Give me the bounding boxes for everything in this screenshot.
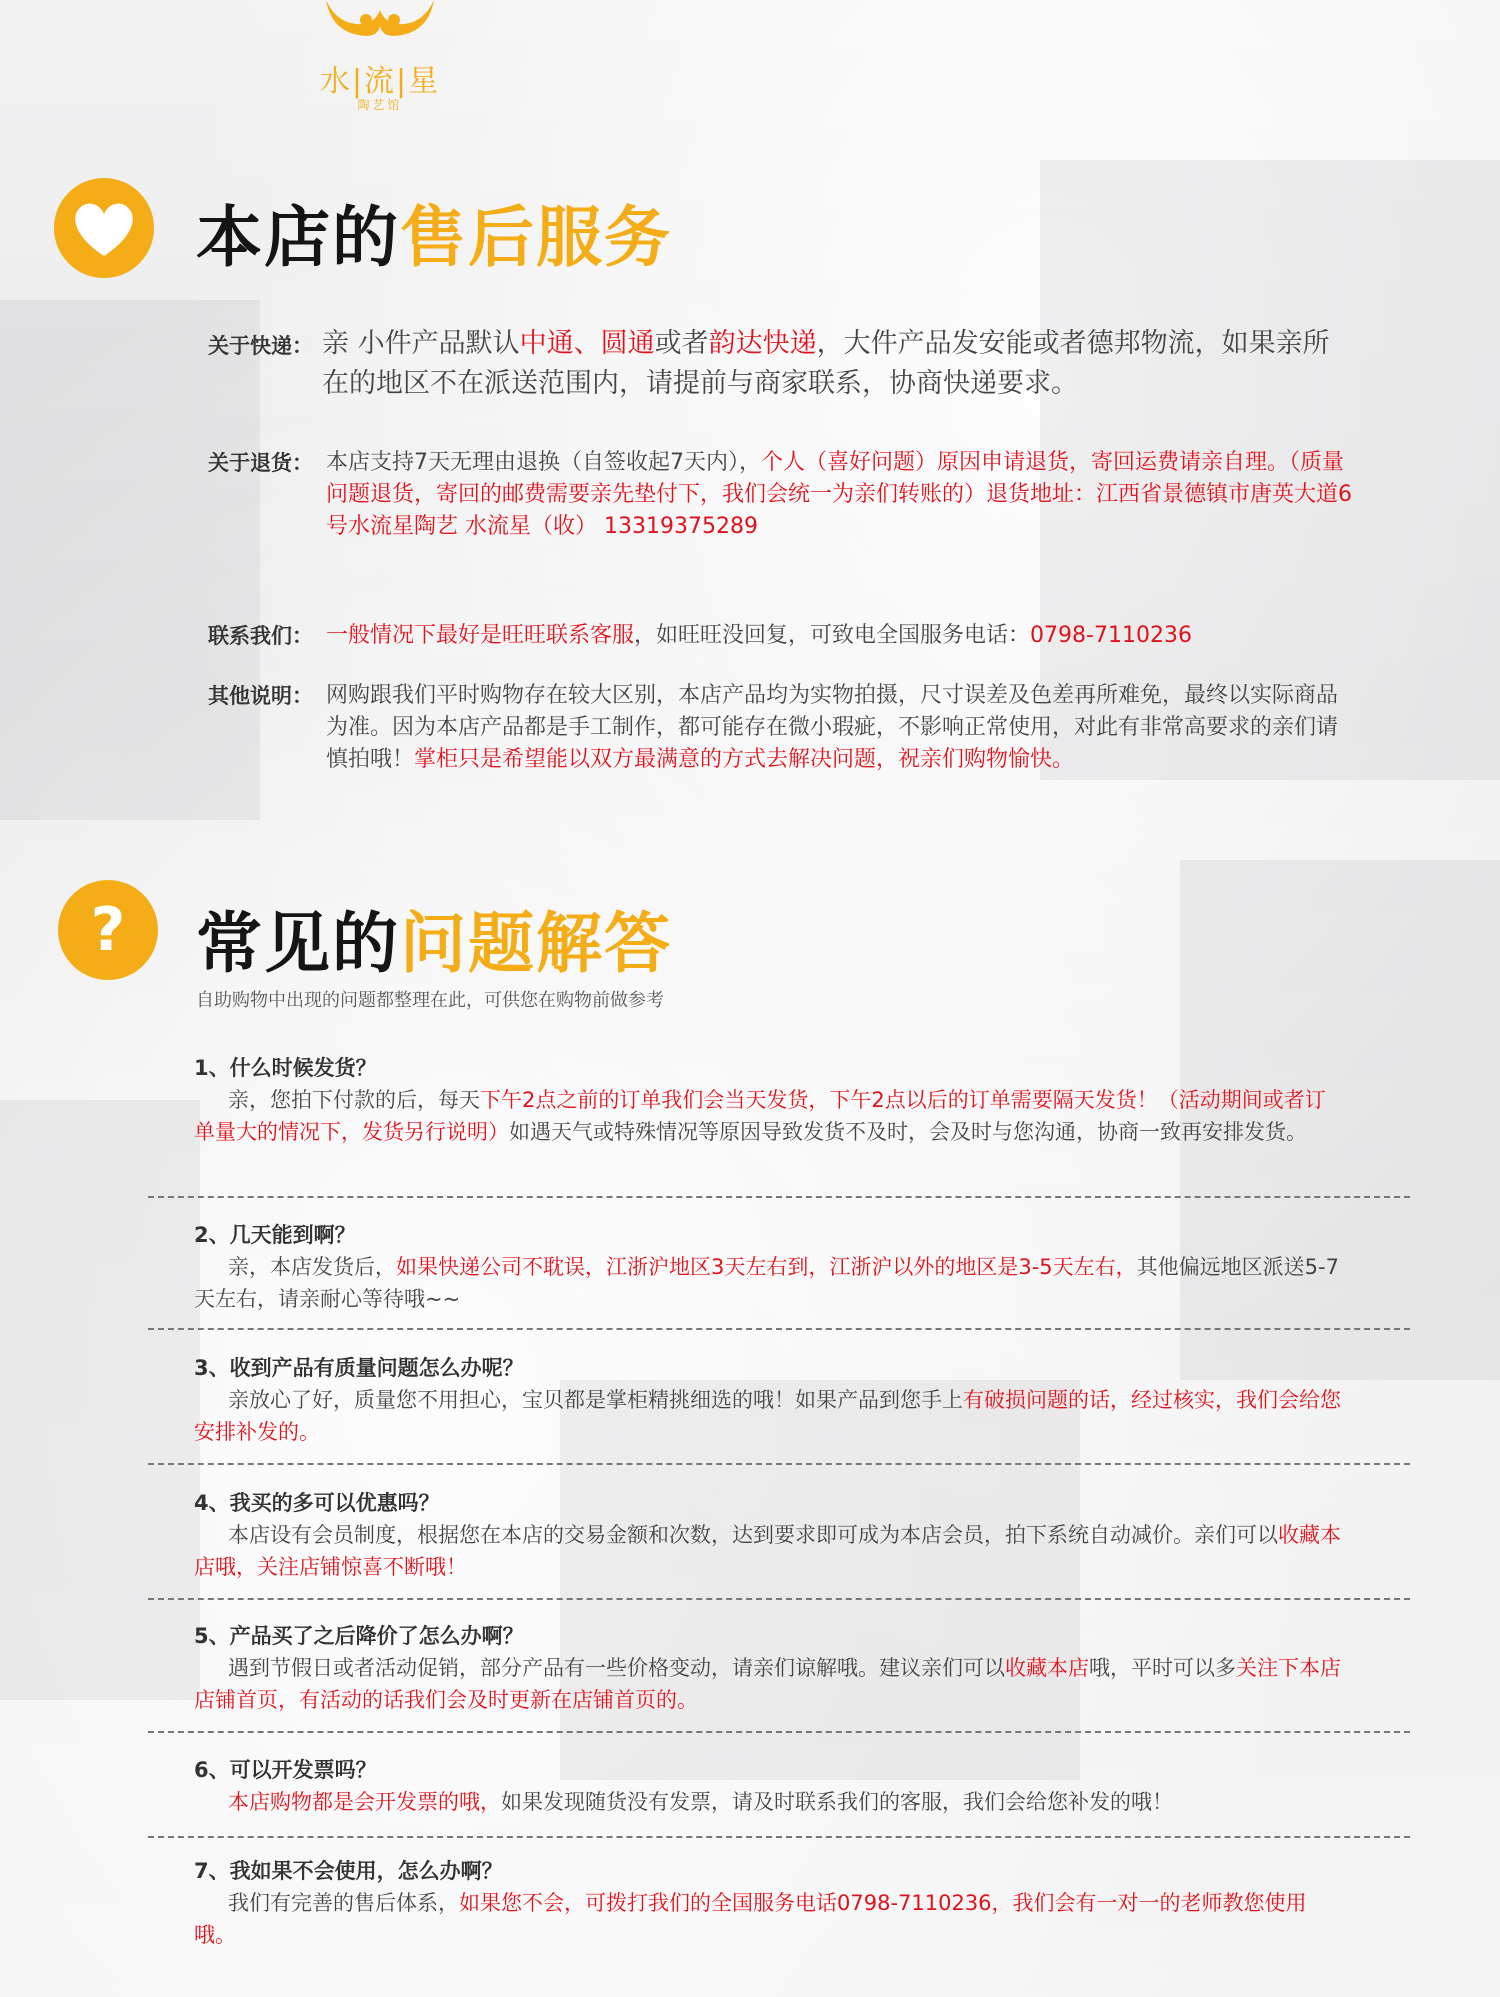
other-label: 其他说明： bbox=[208, 684, 313, 708]
faq-answer-text: 我们有完善的售后体系， bbox=[228, 1891, 459, 1915]
heart-icon bbox=[54, 178, 154, 278]
faq-item-1 bbox=[194, 1052, 1344, 1148]
faq-title-accent: 问题解答 bbox=[400, 905, 672, 982]
express-carriers-2: 韵达快递 bbox=[708, 328, 817, 359]
faq-title-dark: 常见的 bbox=[196, 905, 400, 982]
faq-item-2 bbox=[194, 1219, 1344, 1315]
express-text-2: 或者 bbox=[654, 328, 709, 359]
returns-text-1: 本店支持7天无理由退换（自签收起7天内）， bbox=[326, 450, 761, 475]
faq-answer bbox=[194, 1786, 1344, 1818]
question-badge bbox=[58, 880, 158, 980]
question-icon bbox=[58, 880, 158, 980]
express-text-1: 亲 小件产品默认 bbox=[322, 328, 520, 359]
faq-answer-highlight: 如果您不会，可拨打我们的全国服务电话0798-7110236，我们会有一对一的老师教您使用哦。 bbox=[194, 1891, 1307, 1947]
other-text-2: 掌柜只是希望能以双方最满意的方式去解决问题，祝亲们购物愉快。 bbox=[414, 747, 1075, 772]
returns-text-2: 个人（喜好问题）原因申请退货，寄回运费请亲自理。（质量问题退货，寄回的邮费需要亲先垫付下，我们会统一为亲们转账的）退货地址：江西省景德镇市唐英大道6号水流星陶艺 水流星（收） 13319375289 bbox=[326, 450, 1353, 539]
faq-question: 7、我如果不会使用，怎么办啊？ bbox=[194, 1859, 503, 1883]
faq-answer bbox=[194, 1384, 1344, 1448]
divider bbox=[148, 1463, 1410, 1465]
divider bbox=[148, 1836, 1410, 1838]
faq-subtitle: 自助购物中出现的问题都整理在此，可供您在购物前做参考 bbox=[196, 990, 664, 1011]
other-text-1: 网购跟我们平时购物存在较大区别，本店产品均为实物拍摄，尺寸误差及色差再所难免，最终以实际商品为准。因为本店产品都是手工制作，都可能存在微小瑕疵，不影响正常使用，对此有非常高要求的亲们请慎拍哦！ bbox=[326, 683, 1339, 772]
faq-answer bbox=[194, 1084, 1344, 1148]
express-text bbox=[322, 324, 1352, 404]
faq-answer-highlight: 收藏本店哦，关注店铺惊喜不断哦！ bbox=[194, 1523, 1341, 1579]
contact-text-1: 一般情况下最好是旺旺联系客服 bbox=[326, 623, 635, 648]
returns-text bbox=[326, 447, 1356, 543]
divider bbox=[148, 1328, 1410, 1330]
faq-answer-highlight: 下午2点之前的订单我们会当天发货，下午2点以后的订单需要隔天发货！（活动期间或者订单量大的情况下，发货另行说明） bbox=[194, 1088, 1326, 1144]
logo-name: 水|流|星 bbox=[319, 64, 441, 99]
faq-answer-highlight: 如果快递公司不耽误，江浙沪地区3天左右到，江浙沪以外的地区是3-5天左右， bbox=[396, 1255, 1137, 1279]
faq-answer-text: 亲放心了好，质量您不用担心，宝贝都是掌柜精挑细选的哦！如果产品到您手上 bbox=[228, 1388, 963, 1412]
shop-logo bbox=[300, 0, 460, 120]
faq-answer-text: 亲，您拍下付款的后，每天 bbox=[228, 1088, 480, 1112]
heart-badge bbox=[54, 178, 154, 278]
after-sales-title bbox=[196, 184, 672, 279]
faq-answer-text: 遇到节假日或者活动促销，部分产品有一些价格变动，请亲们谅解哦。建议亲们可以 bbox=[228, 1656, 1005, 1680]
faq-answer-text: 如遇天气或特殊情况等原因导致发货不及时，会及时与您沟通，协商一致再安排发货。 bbox=[509, 1120, 1307, 1144]
background-shape bbox=[0, 1100, 200, 1700]
logo-subtitle: 陶艺馆 bbox=[357, 98, 403, 112]
contact-label: 联系我们： bbox=[208, 624, 313, 648]
faq-answer-highlight: 收藏本店 bbox=[1005, 1656, 1089, 1680]
faq-title bbox=[196, 890, 672, 985]
background-shape bbox=[0, 300, 260, 820]
divider bbox=[148, 1598, 1410, 1600]
express-text-3: ，大件产品发安能或者德邦物流，如果亲所在的地区不在派送范围内，请提前与商家联系，协商快递要求。 bbox=[322, 328, 1330, 399]
returns-label: 关于退货： bbox=[208, 451, 313, 475]
contact-text-2: ，如旺旺没回复，可致电全国服务电话： bbox=[634, 623, 1031, 648]
faq-question: 5、产品买了之后降价了怎么办啊？ bbox=[194, 1624, 524, 1648]
faq-item-7 bbox=[194, 1855, 1344, 1951]
faq-item-3 bbox=[194, 1352, 1344, 1448]
after-sales-title-accent: 售后服务 bbox=[400, 199, 672, 276]
faq-question: 6、可以开发票吗？ bbox=[194, 1758, 377, 1782]
faq-answer-highlight: 本店购物都是会开发票的哦， bbox=[228, 1790, 501, 1814]
express-label: 关于快递： bbox=[208, 334, 313, 358]
svg-text:?: ? bbox=[90, 895, 126, 965]
faq-question: 3、收到产品有质量问题怎么办呢？ bbox=[194, 1356, 524, 1380]
faq-answer-text: 亲，本店发货后， bbox=[228, 1255, 396, 1279]
faq-answer-highlight: 关注下本店店铺首页，有活动的话我们会及时更新在店铺首页的。 bbox=[194, 1656, 1341, 1712]
faq-item-5 bbox=[194, 1620, 1344, 1716]
after-sales-title-dark: 本店的 bbox=[196, 199, 400, 276]
faq-question: 2、几天能到啊？ bbox=[194, 1223, 356, 1247]
faq-answer-text: 其他偏远地区派送5-7天左右，请亲耐心等待哦~~ bbox=[194, 1255, 1339, 1311]
faq-question: 1、什么时候发货？ bbox=[194, 1056, 377, 1080]
faq-answer bbox=[194, 1519, 1344, 1583]
faq-answer-text: 本店设有会员制度，根据您在本店的交易金额和次数，达到要求即可成为本店会员，拍下系统自动减价。亲们可以 bbox=[228, 1523, 1278, 1547]
faq-item-6 bbox=[194, 1754, 1344, 1818]
faq-item-4 bbox=[194, 1487, 1344, 1583]
divider bbox=[148, 1196, 1410, 1198]
express-carriers-1: 中通、圆通 bbox=[519, 328, 655, 359]
faq-answer-highlight: 有破损问题的话，经过核实，我们会给您安排补发的。 bbox=[194, 1388, 1341, 1444]
faq-answer-text: 哦，平时可以多 bbox=[1089, 1656, 1236, 1680]
faq-answer bbox=[194, 1887, 1344, 1951]
faq-answer-text: 如果发现随货没有发票，请及时联系我们的客服，我们会给您补发的哦！ bbox=[501, 1790, 1173, 1814]
faq-answer bbox=[194, 1652, 1344, 1716]
contact-text bbox=[326, 620, 1356, 652]
contact-phone: 0798-7110236 bbox=[1030, 623, 1192, 648]
faq-answer bbox=[194, 1251, 1344, 1315]
logo-mark-icon bbox=[320, 0, 440, 48]
other-text bbox=[326, 680, 1356, 776]
divider bbox=[148, 1731, 1410, 1733]
faq-question: 4、我买的多可以优惠吗？ bbox=[194, 1491, 440, 1515]
